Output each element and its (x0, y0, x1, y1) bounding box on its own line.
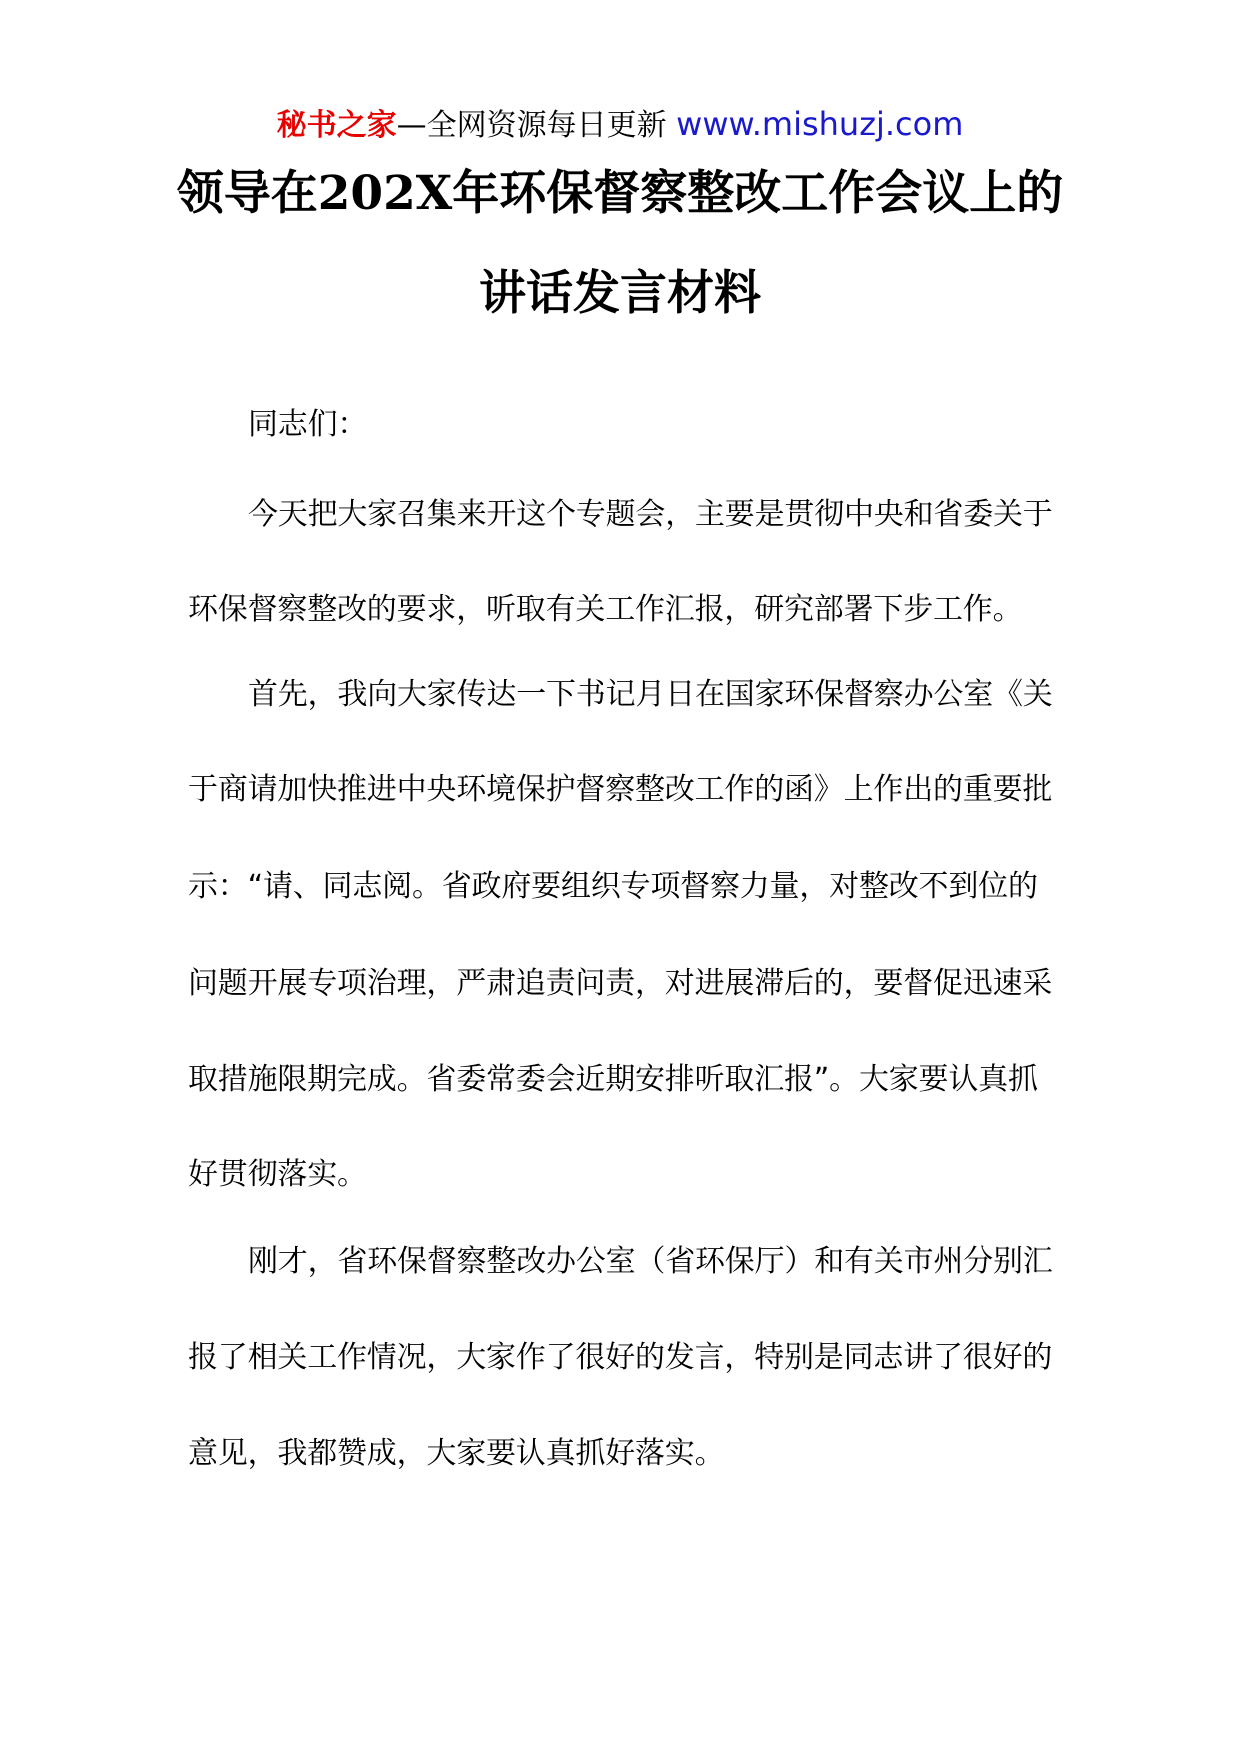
paragraph-3-line: 意见，我都赞成，大家要认真抓好落实。 (188, 1436, 725, 1471)
header-tagline: —全网资源每日更新 (396, 108, 667, 143)
paragraph-2-line: 问题开展专项治理，严肃追责问责，对进展滞后的，要督促迅速采 (188, 966, 1053, 1001)
brand-name: 秘书之家 (276, 108, 397, 143)
greeting: 同志们： (248, 407, 368, 442)
site-url-link[interactable]: www.mishuzj.com (676, 105, 964, 143)
document-title-line-1: 领导在202X年环保督察整改工作会议上的 (176, 166, 1064, 221)
paragraph-1-line: 今天把大家召集来开这个专题会，主要是贯彻中央和省委关于 (248, 497, 1053, 532)
paragraph-3-line: 刚才，省环保督察整改办公室（省环保厅）和有关市州分别汇 (248, 1244, 1053, 1279)
paragraph-2-line: 首先，我向大家传达一下书记月日在国家环保督察办公室《关 (248, 677, 1053, 712)
paragraph-3-line: 报了相关工作情况，大家作了很好的发言，特别是同志讲了很好的 (188, 1340, 1053, 1375)
paragraph-2-line: 好贯彻落实。 (188, 1157, 367, 1192)
document-title-line-2: 讲话发言材料 (479, 266, 761, 321)
site-header (0, 100, 1240, 148)
paragraph-2-line: 示：“请、同志阅。省政府要组织专项督察力量，对整改不到位的 (188, 869, 1038, 904)
paragraph-1-line: 环保督察整改的要求，听取有关工作汇报，研究部署下步工作。 (188, 592, 1023, 627)
paragraph-2-line: 取措施限期完成。省委常委会近期安排听取汇报”。大家要认真抓 (188, 1062, 1038, 1097)
paragraph-2-line: 于商请加快推进中央环境保护督察整改工作的函》上作出的重要批 (188, 772, 1053, 807)
